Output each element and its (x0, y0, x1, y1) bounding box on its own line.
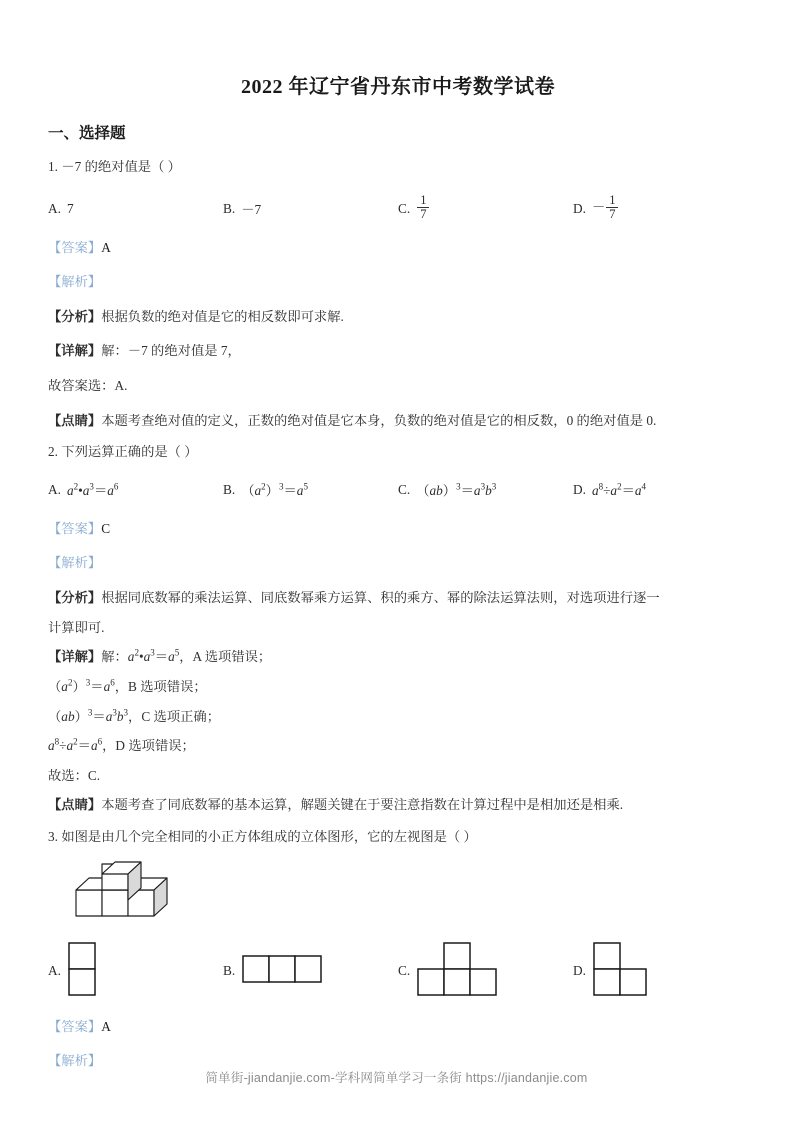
fraction-minus-sign: － (591, 199, 606, 215)
option-3b-label: B. (223, 962, 236, 978)
question-2-detail-text-2: ，B 选项错误； (114, 678, 207, 694)
option-1d-value (591, 192, 620, 222)
question-2-detail-line-2 (48, 677, 748, 698)
dianjing-tag: 【点睛】 (48, 797, 102, 813)
fraction-denominator: 7 (606, 207, 618, 221)
page-content (48, 0, 748, 1072)
option-2b-label: B. (223, 481, 236, 497)
option-3c[interactable] (398, 941, 573, 1001)
question-2-analysis-tag-line (48, 553, 748, 574)
cube-stack-svg (68, 860, 188, 926)
xiangjie-tag: 【详解】 (48, 649, 102, 665)
xiangjie-tag: 【详解】 (48, 343, 102, 359)
dianjing-tag: 【点睛】 (48, 412, 102, 428)
question-1-fenxi-line (48, 307, 748, 328)
question-2-dianjing-text: 本题考查了同底数幂的基本运算，解题关键在于要注意指数在计算过程中是相加还是相乘. (101, 797, 624, 813)
question-2-analysis-line2: 计算即可. (48, 619, 105, 635)
question-1-detail-1: 解：－7 的绝对值是 7， (101, 343, 241, 359)
fraction-numerator: 1 (420, 192, 427, 207)
option-2a-label: A. (48, 481, 61, 497)
option-1b[interactable] (223, 194, 398, 224)
question-2-detail-text-4: ，D 选项错误； (102, 738, 195, 754)
option-1b-label: B. (223, 200, 236, 216)
option-1a-label: A. (48, 200, 61, 216)
option-2a-value: $a^2•a^3=a^6$ (66, 481, 119, 499)
option-1b-value: －7 (241, 202, 262, 218)
fraction-denominator: 7 (417, 207, 429, 221)
question-1-analysis-text: 根据负数的绝对值是它的相反数即可求解. (101, 308, 344, 324)
option-1c-label: C. (398, 200, 411, 216)
shape-horizontal-three-squares (241, 954, 323, 988)
option-1d-label: D. (573, 200, 586, 216)
question-2-detail-text-1: ，A 选项错误； (179, 649, 272, 665)
option-2c-value: $(ab)^3=a^3b^3$ (416, 481, 497, 499)
answer-tag: 【答案】 (48, 520, 102, 536)
option-2d[interactable] (573, 475, 748, 505)
question-2-answer: C (101, 520, 111, 536)
option-1d[interactable] (573, 194, 748, 224)
answer-tag: 【答案】 (48, 1018, 102, 1034)
question-3-number: 3. (48, 828, 58, 844)
question-2-fenxi-line (48, 588, 748, 609)
question-2-detail-text-3: ，C 选项正确； (128, 708, 221, 724)
analysis-tag: 【解析】 (48, 274, 102, 290)
question-1-options (48, 194, 748, 224)
question-2-dianjing-line (48, 795, 748, 816)
question-2-number: 2. (48, 444, 58, 460)
question-2-detail-expr-1: $a^2•a^3=a^5$ (127, 647, 180, 665)
option-2c[interactable] (398, 475, 573, 505)
question-1-detail-2: 故答案选：A. (48, 378, 128, 394)
question-2-xiangjie-line (48, 647, 748, 668)
question-3-answer-line (48, 1017, 748, 1038)
question-2-stem (48, 442, 748, 463)
option-2b[interactable] (223, 475, 398, 505)
question-2-answer-line (48, 519, 748, 540)
question-1-text: －7 的绝对值是（ ） (61, 159, 181, 174)
question-2-conclusion-line (48, 766, 748, 787)
question-2-options (48, 475, 748, 505)
option-2a[interactable] (48, 475, 223, 505)
question-1-xiangjie-line (48, 341, 748, 362)
option-1c[interactable] (398, 194, 573, 224)
question-2-detail-line-4 (48, 736, 748, 757)
fenxi-tag: 【分析】 (48, 590, 102, 606)
question-1-dianjing-line (48, 411, 748, 432)
option-3d-label: D. (573, 962, 586, 978)
question-3-answer: A (101, 1018, 111, 1034)
option-1c-value (416, 192, 430, 222)
question-2-detail-expr-2: $(a^2)^3=a^6$ (48, 677, 115, 694)
question-2-fenxi-line2 (48, 618, 748, 639)
question-1-stem (48, 157, 748, 178)
option-2d-value: $a^8\div a^2=a^4$ (591, 481, 647, 499)
question-3-options (48, 941, 748, 1001)
footer-watermark: 简单街-jiandanjie.com-学科网简单学习一条街 https://jiandanjie.com (205, 1071, 588, 1085)
option-3d[interactable] (573, 941, 748, 1001)
option-3c-label: C. (398, 962, 411, 978)
question-2-detail-expr-4: $a^8\div a^2=a^6$ (48, 736, 103, 754)
answer-tag: 【答案】 (48, 239, 102, 255)
fraction-neg-one-seventh (606, 194, 618, 221)
option-3a-label: A. (48, 962, 61, 978)
option-2d-label: D. (573, 481, 586, 497)
option-3b[interactable] (223, 954, 398, 988)
option-3a[interactable] (48, 941, 223, 1001)
shape-vertical-two-squares (67, 941, 97, 1001)
question-2-detail-line-3 (48, 707, 748, 728)
option-2b-value: $(a^2)^3=a^5$ (241, 481, 308, 499)
option-1a-value: 7 (66, 200, 74, 216)
option-2c-label: C. (398, 481, 411, 497)
question-1-answer-line (48, 238, 748, 259)
question-2-analysis-line1: 根据同底数幂的乘法运算、同底数幂乘方运算、积的乘方、幂的除法运算法则，对选项进行逐一 (101, 590, 660, 606)
section-heading-choice: 一、选择题 (48, 125, 126, 142)
fraction-one-seventh (417, 194, 429, 221)
solid-figure-isometric (68, 860, 748, 931)
question-2-detail-prefix: 解： (101, 649, 128, 665)
fraction-numerator: 1 (609, 192, 616, 207)
question-1-number: 1. (48, 159, 58, 174)
option-1a[interactable] (48, 194, 223, 224)
question-3-stem (48, 827, 748, 848)
analysis-tag: 【解析】 (48, 1053, 102, 1069)
question-1-answer: A (101, 239, 111, 255)
question-2-conclusion: 故选：C. (48, 767, 101, 783)
fenxi-tag: 【分析】 (48, 308, 102, 324)
question-1-conclusion-line (48, 376, 748, 397)
question-2-text: 下列运算正确的是（ ） (61, 444, 198, 460)
shape-l-three-squares (592, 941, 648, 1001)
analysis-tag: 【解析】 (48, 555, 102, 571)
question-3-text: 如图是由几个完全相同的小正方体组成的立体图形，它的左视图是（ ） (61, 828, 477, 844)
page-title: 2022 年辽宁省丹东市中考数学试卷 (241, 76, 555, 98)
question-1-dianjing-text: 本题考查绝对值的定义，正数的绝对值是它本身，负数的绝对值是它的相反数，0 的绝对值是 0. (101, 412, 657, 428)
question-2-detail-expr-3: $(ab)^3=a^3b^3$ (48, 707, 129, 724)
shape-t-four-squares (416, 941, 498, 1001)
question-1-analysis-tag-line (48, 272, 748, 293)
